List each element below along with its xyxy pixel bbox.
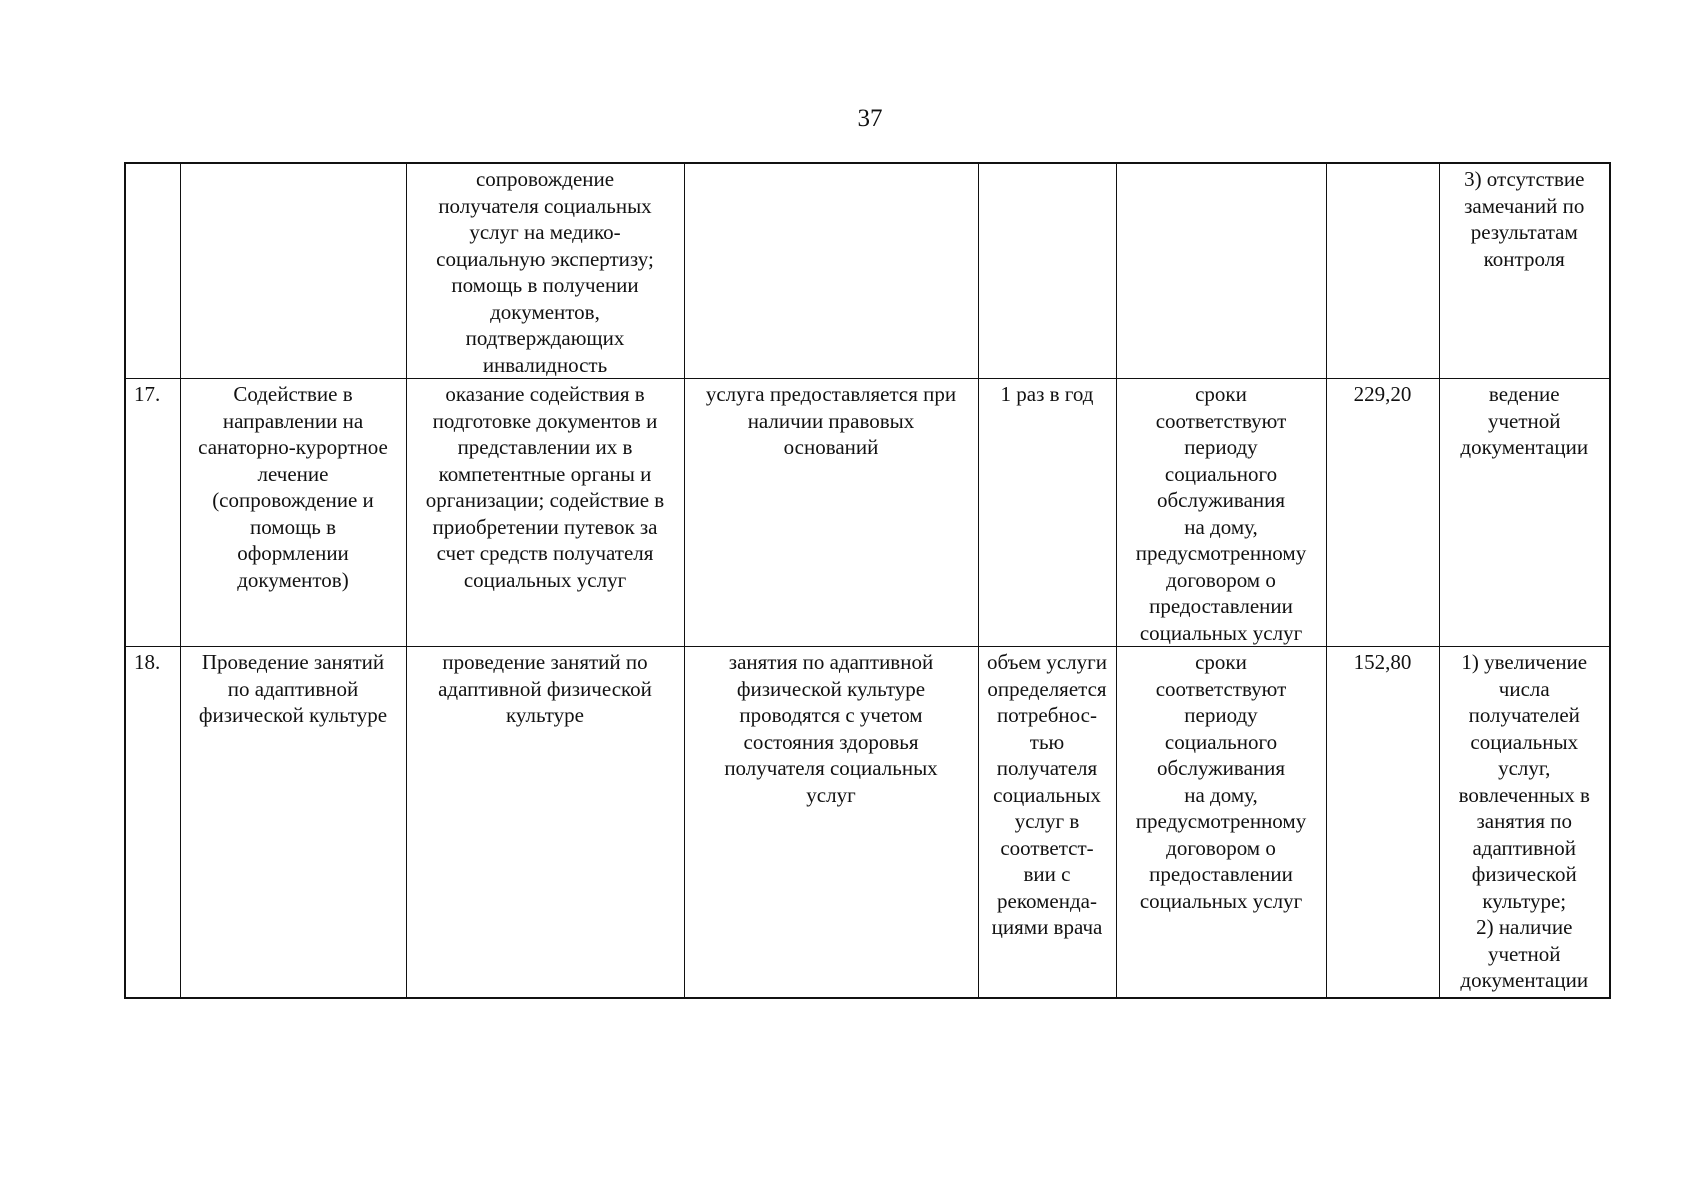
cell-text-line: потребнос- [997,703,1097,727]
cell-text-line: помощь в [249,514,337,539]
cell-text-line: периоду [1184,435,1258,459]
cell-text-line: 2) наличие [1476,915,1573,939]
cell-text-line: на дому, [1184,782,1258,807]
cell-number [125,163,180,379]
cell-text-line: санаторно-курортное [198,435,388,459]
cell-text-line: проведение занятий по [442,650,648,674]
cell-text-line: сроки [1195,382,1247,406]
cell-text-line: получателя социальных [724,756,938,780]
cell-text-line: документации [1460,435,1589,459]
cell-text-line: приобретении путевок за [432,514,658,539]
cell-text-line: социальных [1470,729,1579,754]
cell-text-line: занятия по адаптивной [728,650,934,674]
cell-text-line: счет средств получателя [436,541,654,565]
cell-service-name [180,647,406,998]
cell-text-line: по адаптивной [227,676,359,701]
cell-text-line: контроля [1483,246,1565,271]
cell-text-line: объем услуги [986,650,1108,674]
cell-service-description [406,647,684,998]
cell-text-line: предусмотренному [1135,541,1307,565]
cell-text-line: социальных услуг [1139,888,1303,913]
cell-text-line: рекоменда- [997,888,1097,913]
cell-text-line: социального [1164,729,1278,754]
cell-text-line: Содействие в [233,382,353,406]
cell-terms [1116,379,1326,647]
cell-text-line: оформлении [237,541,349,565]
cell-frequency [978,163,1116,379]
cell-text-line: услуг в [1014,809,1080,833]
cell-text-line: тью [1029,729,1065,754]
cell-text-line: числа [1498,676,1550,701]
cell-text-line: Проведение занятий [201,650,385,674]
cell-text-line: предоставлении [1149,862,1293,886]
cell-text-line: документации [1460,968,1589,992]
cell-text-line: культуре [506,703,584,727]
cell-text-line: наличии правовых [747,408,915,433]
cell-text-line: социальных услуг [1139,620,1303,645]
cell-text-line: документов) [237,567,349,592]
cell-text-line: учетной [1487,408,1561,433]
cell-text-line: услуг, [1498,756,1551,780]
cell-text-line: договором о [1166,835,1276,860]
cell-text-line: (сопровождение и [212,488,374,512]
cell-quality-indicators [1439,647,1610,998]
cell-text-line: предоставлении [1149,594,1293,618]
cell-text-line: социальных услуг [463,567,627,592]
cell-conditions [684,379,978,647]
cell-text-line: замечаний по [1464,193,1585,218]
cell-text-line: получателей [1468,703,1580,727]
cell-text-line: лечение [257,461,329,486]
cell-text-line: определяется [987,676,1107,701]
cell-quality-indicators [1439,163,1610,379]
cell-text-line: соответствуют [1155,676,1287,701]
services-table [124,162,1611,999]
cell-text-line: сопровождение [475,167,615,191]
cell-text-line: вовлеченных в [1458,782,1590,807]
cell-terms [1116,647,1326,998]
cell-service-name [180,163,406,379]
cell-number: 18. [125,647,180,998]
cell-text-line: социального [1164,461,1278,486]
cell-text-line: сроки [1195,650,1247,674]
cell-text-line: результатам [1470,220,1578,244]
cell-text-line: 1 раз в год [1000,382,1094,406]
cell-text-line: инвалидность [482,352,608,377]
cell-text-line: помощь в получении [451,273,639,297]
cell-price: 229,20 [1326,379,1439,647]
cell-text-line: физической культуре [736,676,926,701]
cell-text-line: представлении их в [457,435,633,459]
cell-text-line: оказание содействия в [445,382,645,406]
cell-text-line: соответст- [1000,835,1094,860]
cell-text-line: ведение [1488,382,1560,406]
cell-text-line: получателя социальных [438,193,652,218]
cell-service-description [406,379,684,647]
cell-text-line: документов, [490,299,600,324]
cell-text-line: адаптивной [1472,835,1577,860]
cell-text-line: состояния здоровья [743,729,919,754]
cell-quality-indicators [1439,379,1610,647]
cell-conditions [684,647,978,998]
cell-text-line: соответствуют [1155,408,1287,433]
cell-text-line: договором о [1166,567,1276,592]
cell-text-line: физической культуре [198,703,388,727]
cell-text-line: социальных [993,782,1101,807]
table-row [125,163,1610,379]
cell-text-line: подготовке документов и [432,408,658,433]
table-row [125,647,1610,998]
cell-text-line: обслуживания [1156,756,1286,780]
cell-text-line: подтверждающих [465,326,625,350]
cell-text-line: периоду [1184,703,1258,727]
cell-text-line: физической [1471,862,1577,886]
cell-text-line: предусмотренному [1135,809,1307,833]
cell-text-line: направлении на [222,408,364,433]
cell-text-line: вии с [1023,862,1071,886]
cell-service-description [406,163,684,379]
cell-price [1326,163,1439,379]
table-row [125,379,1610,647]
cell-text-line: занятия по [1476,809,1573,833]
cell-text-line: услуг [806,782,856,807]
page-number: 37 [857,105,883,132]
cell-text-line: адаптивной физической [438,676,652,701]
table-body [125,163,1610,998]
cell-text-line: компетентные органы и [438,461,652,486]
cell-text-line: культуре; [1482,888,1567,913]
cell-text-line: услуг на медико- [469,220,621,244]
cell-terms [1116,163,1326,379]
cell-text-line: 3) отсутствие [1464,167,1585,191]
cell-text-line: социальную экспертизу; [436,246,654,271]
cell-service-name [180,379,406,647]
cell-text-line: услуга предоставляется при [705,382,957,406]
cell-number: 17. [125,379,180,647]
cell-text-line: учетной [1487,941,1561,966]
cell-text-line: организации; содействие в [425,488,665,512]
cell-conditions [684,163,978,379]
cell-text-line: обслуживания [1156,488,1286,512]
cell-frequency [978,379,1116,647]
cell-text-line: 1) увеличение [1461,650,1588,674]
cell-text-line: проводятся с учетом [739,703,923,727]
cell-text-line: циями врача [991,915,1103,939]
cell-text-line: получателя [996,756,1098,780]
cell-frequency [978,647,1116,998]
cell-price: 152,80 [1326,647,1439,998]
cell-text-line: на дому, [1184,514,1258,539]
cell-text-line: оснований [783,435,879,459]
